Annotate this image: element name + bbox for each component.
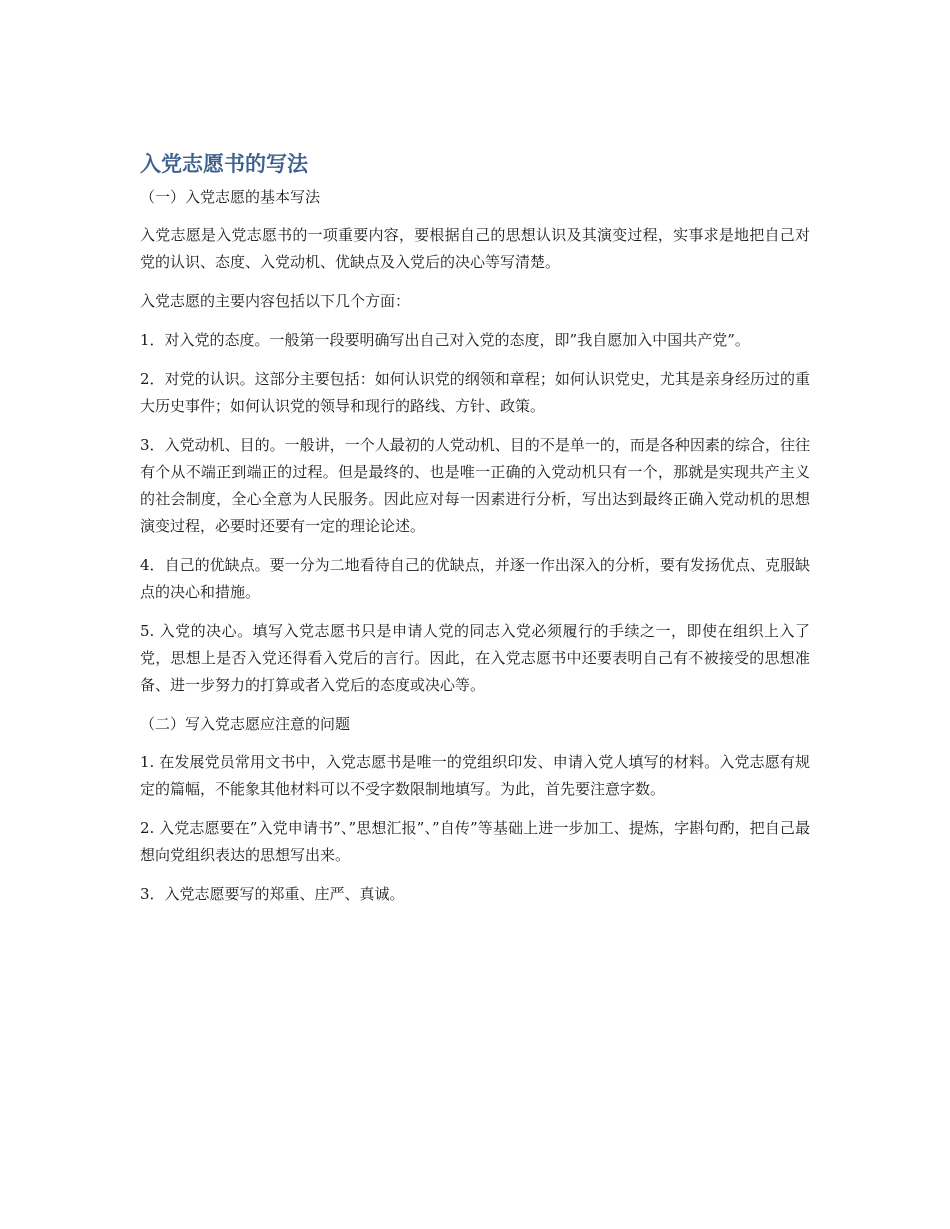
section-1-item-3: 3．入党动机、目的。一般讲，一个人最初的人党动机、目的不是单一的，而是各种因素的综合，往往有个从不端正到端正的过程。但是最终的、也是唯一正确的入党动机只有一个，那就是实现共产主义的社会制度，全心全意为人民服务。因此应对每一因素进行分析，写出达到最终正确入党动机的思想演变过程，必要时还要有一定的理论论述。 [140, 436, 810, 535]
section-1-paragraph-overview: 入党志愿的主要内容包括以下几个方面： [140, 292, 411, 310]
section-1-paragraph-intro: 入党志愿是入党志愿书的一项重要内容，要根据自己的思想认识及其演变过程，实事求是地把自己对党的认识、态度、入党动机、优缺点及入党后的决心等写清楚。 [140, 226, 810, 271]
section-2-heading: （二）写入党志愿应注意的问题 [140, 715, 351, 733]
document-title: 入党志愿书的写法 [140, 152, 308, 176]
section-1-item-5: 5. 入党的决心。填写入党志愿书只是申请人党的同志入党必须履行的手续之一，即使在组织上入了党，思想上是否入党还得看入党后的言行。因此，在入党志愿书中还要表明自己有不被接受的思想准备、进一步努力的打算或者入党后的态度或决心等。 [140, 622, 810, 694]
section-2-item-1: 1. 在发展党员常用文书中，入党志愿书是唯一的党组织印发、申请入党人填写的材料。入党志愿有规定的篇幅，不能象其他材料可以不受字数限制地填写。为此，首先要注意字数。 [140, 753, 810, 798]
section-2-item-2: 2. 入党志愿要在”入党申请书”、”思想汇报”、”自传”等基础上进一步加工、提炼，字斟句酌，把自己最想向党组织表达的思想写出来。 [140, 819, 810, 864]
section-1-item-4: 4．自己的优缺点。要一分为二地看待自己的优缺点，并逐一作出深入的分析，要有发扬优点、克服缺点的决心和措施。 [140, 556, 810, 601]
section-1-item-1: 1．对入党的态度。一般第一段要明确写出自己对入党的态度，即”我自愿加入中国共产党”。 [140, 331, 750, 349]
section-1-heading: （一）入党志愿的基本写法 [140, 188, 321, 206]
section-1-item-2: 2．对党的认识。这部分主要包括：如何认识党的纲领和章程；如何认识党史，尤其是亲身经历过的重大历史事件；如何认识党的领导和现行的路线、方针、政策。 [140, 370, 810, 415]
section-2-item-3: 3．入党志愿要写的郑重、庄严、真诚。 [140, 885, 405, 903]
document-page [140, 150, 810, 920]
